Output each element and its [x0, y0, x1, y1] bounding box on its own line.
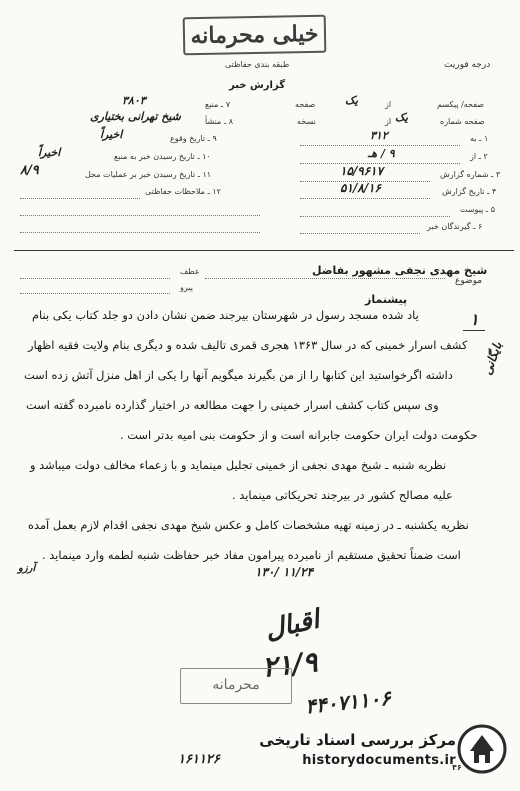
ref-label-2: پیرو [180, 283, 193, 292]
field-to-hand: ۳۱۲ [370, 129, 388, 142]
org-name: مرکز بررسی اسناد تاریخی [259, 731, 456, 749]
field-report-date-label: ۴ ـ تاریخ گزارش [442, 187, 497, 196]
field-source-label: ۷ ـ منبع [205, 100, 231, 109]
body-line-2: کشف اسرار خمینی که در سال ۱۳۶۳ هجری قمری تالیف شده و دیگری بنام ولایت فقیه اظهار [28, 338, 468, 352]
field-security-notes-label: ۱۲ ـ ملاحظات حفاظتی [145, 187, 221, 196]
handwritten-date: ۱۳۰/ ۱۱/۲۴ [255, 565, 314, 579]
classification-label: طبقه بندی حفاظتی [225, 60, 290, 69]
hand-note-arzu: آرزو [18, 563, 36, 574]
ref-label: عطف [180, 267, 200, 276]
field-from-label: ۲ ـ از [470, 152, 488, 161]
field-page-hand: یک [345, 94, 358, 107]
field-copy-label: صفحه شماره [440, 117, 485, 126]
field-received-source-label: ۱۰ ـ تاریخ رسیدن خبر به منبع [114, 152, 211, 161]
margin-note: بایگانی [480, 340, 505, 377]
field-report-date-hand: ۵۱/۸/۱۶ [340, 181, 381, 195]
field-copy-right: نسخه [297, 117, 316, 126]
field-received-ops-hand: ۸/۹ [20, 163, 39, 178]
report-title: گزارش خبر [229, 80, 286, 91]
margin-number-underline [463, 330, 485, 331]
urgency-label: درجه فوریت [444, 60, 491, 70]
body-heading: پیشنماز [365, 293, 408, 306]
field-page-mid: از [385, 100, 392, 109]
body-line-4: وی سپس کتاب کشف اسرار خمینی را جهت مطالعه در اختیار گذارده نامبرده گفته است [26, 398, 439, 412]
margin-number: ۱ [470, 310, 479, 329]
signature-2: ۲۱/۹ [260, 645, 319, 684]
field-attachment-label: ۵ ـ پیوست [460, 205, 496, 214]
body-line-7: علیه مصالح کشور در بیرجند تحریکاتی مینماید . [232, 488, 453, 502]
body-line-3: داشته اگرخواستید این کتابها را از من بگیرند میگویم آنها را یکی از اهل منزل آتش زده است [24, 368, 453, 382]
archive-emblem-icon [456, 723, 508, 775]
field-copy-mid: از [385, 117, 392, 126]
field-source-hand: ۳۸۰۳ [122, 94, 146, 107]
body-line-6: نظریه شنبه ـ شیخ مهدی نجفی از خمینی تجلیل مینماید و با زعماء مخالف دولت میباشد و [30, 458, 447, 472]
page-marker: ۴۶ [452, 763, 462, 772]
field-occurrence-hand: اخیراً [100, 128, 123, 141]
confidential-stamp-bottom: محرمانه [180, 668, 292, 704]
body-line-5: حکومت دولت ایران حکومت جابرانه است و از حکومت بنی امیه بدتر است . [120, 428, 478, 442]
field-page-label: صفحه/ پیکسم [437, 100, 485, 109]
field-origin-hand: شیخ تهرانی بختیاری [90, 110, 181, 123]
confidential-stamp-top: خیلی محرمانه [183, 15, 327, 55]
subject-label: موضوع [455, 276, 483, 286]
body-line-8: نظریه یکشنبه ـ در زمینه تهیه مشخصات کامل و عکس شیخ مهدی نجفی اقدام لازم بعمل آمده [28, 518, 469, 532]
field-from-hand: ۹ / هـ [368, 147, 395, 160]
field-copy-hand: یک [395, 111, 408, 124]
field-occurrence-label: ۹ ـ تاریخ وقوع [170, 134, 217, 143]
body-line-9: است ضمناً تحقیق مستقیم از نامبرده پیرامون مفاد خبر حفاظت شنبه لطمه وارد مینماید . [42, 548, 461, 562]
field-page-right: صفحه [295, 100, 316, 109]
field-to-label: ۱ ـ به [470, 134, 489, 143]
field-received-source-hand: اخیراً [38, 146, 61, 159]
body-line-1: یاد شده مسجد رسول در شهرستان بیرجند ضمن نشان دادن دو جلد کتاب یکی بنام [32, 308, 419, 322]
field-report-no-hand: ۱۵/۹۶۱۷ [340, 164, 384, 178]
subject-value: شیخ مهدی نجفی مشهور بفاضل [312, 264, 488, 277]
field-recipients-label: ۶ ـ گیرندگان خبر [427, 222, 483, 231]
bottom-handwritten-number: ۴۴۰۷۱۱۰۶ [303, 685, 392, 719]
signature-1: اقبال [262, 604, 322, 646]
field-received-ops-label: ۱۱ ـ تاریخ رسیدن خبر بر عملیات محل [85, 170, 212, 179]
website-link[interactable]: historydocuments.ir [302, 753, 456, 768]
bottom-left-number: ۱۶۱۱۲۶ [178, 752, 220, 767]
field-report-no-label: ۳ ـ شماره گزارش [440, 170, 501, 179]
field-origin-label: ۸ ـ منشأ [205, 117, 233, 126]
archive-logo [259, 727, 508, 775]
